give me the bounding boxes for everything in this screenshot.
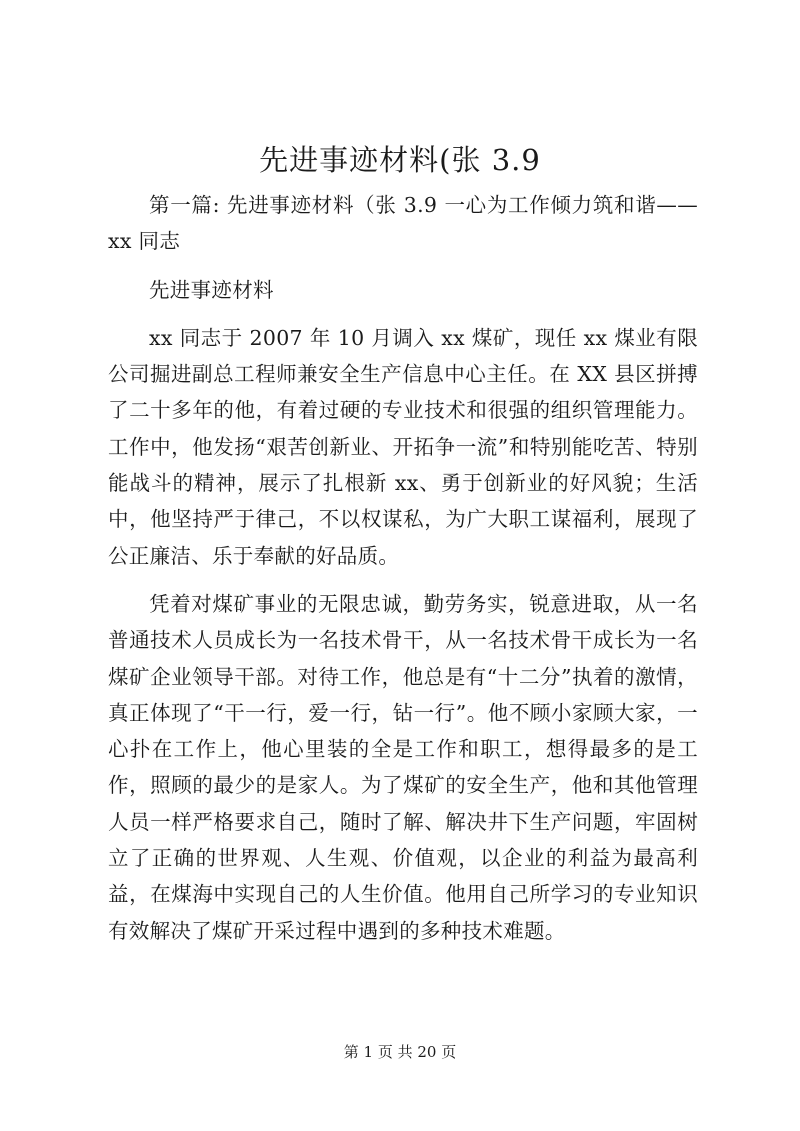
paragraph-intro: xx 同志于 2007 年 10 月调入 xx 煤矿，现任 xx 煤业有限公司掘进副总工程师兼安全生产信息中心主任。在 XX 县区拼搏了二十多年的他，有着过硬的专业技术和很强的组织管理能力。工作中，他发扬“艰苦创新业、开拓争一流”和特别能吃苦、特别能战斗的精神，展示了扎根新 xx、勇于创新业的好风貌；生活中，他坚持严于律己，不以权谋私，为广大职工谋福利，展现了公正廉洁、乐于奉献的好品质。: [108, 325, 698, 568]
document-title: 先进事迹材料(张 3.9: [259, 143, 541, 177]
paragraph-subtitle: 先进事迹材料: [149, 277, 274, 302]
paragraph-heading: 第一篇: 先进事迹材料（张 3.9 一心为工作倾力筑和谐——xx 同志: [108, 193, 698, 254]
paragraph-body: 凭着对煤矿事业的无限忠诚，勤劳务实，锐意进取，从一名普通技术人员成长为一名技术骨干，从一名技术骨干成长为一名煤矿企业领导干部。对待工作，他总是有“十二分”执着的激情，真正体现了“干一行，爱一行，钻一行”。他不顾小家顾大家，一心扑在工作上，他心里装的全是工作和职工，想得最多的是工作，照顾的最少的是家人。为了煤矿的安全生产，他和其他管理人员一样严格要求自己，随时了解、解决井下生产问题，牢固树立了正确的世界观、人生观、价值观，以企业的利益为最高利益，在煤海中实现自己的人生价值。他用自己所学习的专业知识有效解决了煤矿开采过程中遇到的多种技术难题。: [108, 591, 698, 943]
page-footer: 第 1 页 共 20 页: [343, 1043, 457, 1061]
document-body: [108, 187, 698, 949]
